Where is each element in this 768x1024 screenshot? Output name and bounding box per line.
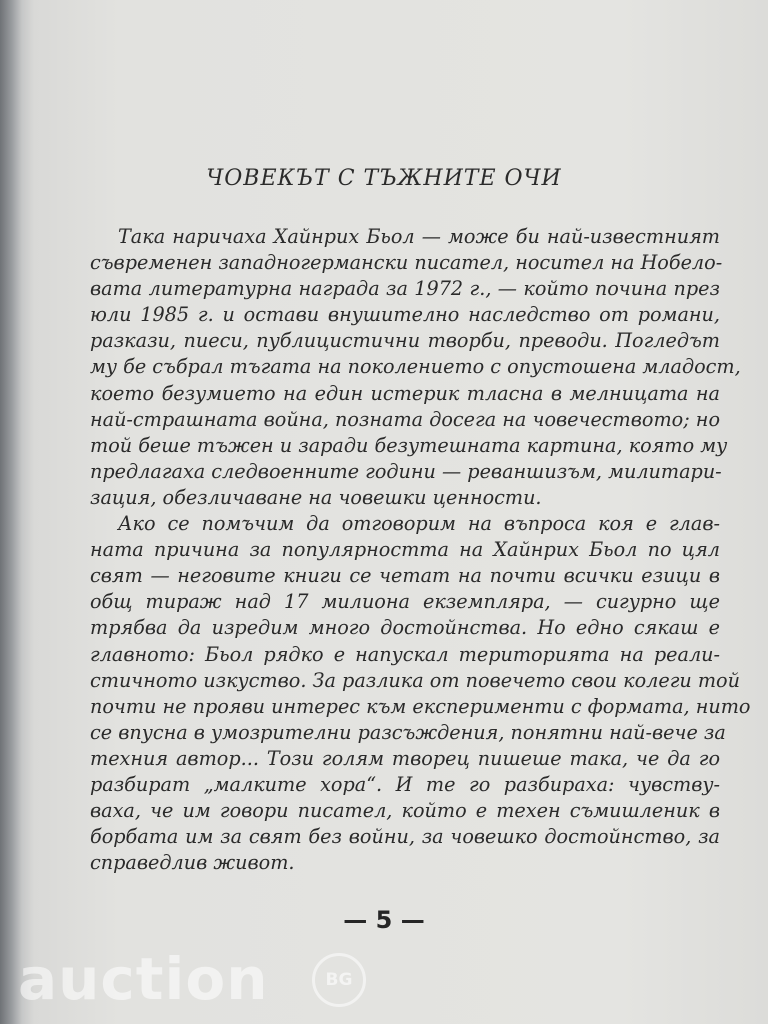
- text-line: борбата им за свят без войни, за човешко достойнство, за: [90, 825, 720, 849]
- page-number: — 5 —: [343, 906, 425, 934]
- text-line: предлагаха следвоенните години — реваншизъм, милитари-: [90, 459, 722, 483]
- text-line: той беше тъжен и заради безутешната картина, която му: [90, 433, 728, 457]
- text-line: разкази, пиеси, публицистични творби, преводи. Погледът: [90, 329, 720, 353]
- auction-watermark-logo: auction: [18, 945, 269, 1013]
- text-line: зация, обезличаване на човешки ценности.: [90, 485, 542, 509]
- text-line: стичното изкуство. За разлика от повечето свои колеги той: [90, 668, 740, 692]
- text-line: справедлив живот.: [90, 851, 295, 875]
- text-line: почти не прояви интерес към експерименти с формата, нито: [90, 694, 751, 718]
- text-line: техния автор... Този голям творец пишеше така, че да го: [90, 746, 720, 770]
- text-line: разбират „малките хора“. И те го разбираха: чувству-: [90, 772, 720, 796]
- text-line: главното: Бьол рядко е напускал територията на реали-: [90, 642, 720, 666]
- text-line: трябва да изредим много достойнства. Но едно сякаш е: [90, 616, 720, 640]
- text-line: съвременен западногермански писател, носител на Нобело-: [90, 251, 723, 275]
- text-line: общ тираж над 17 милиона екземпляра, — сигурно ще: [90, 590, 720, 614]
- text-line: Така наричаха Хайнрих Бьол — може би най-известният: [118, 225, 720, 248]
- text-line: му бе събрал тъгата на поколението с опустошена младост,: [90, 355, 741, 379]
- text-line: вата литературна награда за 1972 г., — който почина през: [90, 277, 720, 301]
- text-line: което безумието на един истерик тласна в мелницата на: [90, 381, 720, 405]
- text-line: ваха, че им говори писател, който е техен съмишленик в: [90, 799, 720, 823]
- text-line: ната причина за популярността на Хайнрих Бьол по цял: [90, 538, 720, 562]
- text-line: Ако се помъчим да отговорим на въпроса коя е глав-: [118, 512, 720, 536]
- body-text: [90, 224, 751, 876]
- text-line: най-страшната война, позната досега на човечеството; но: [90, 407, 720, 431]
- chapter-title: ЧОВЕКЪТ С ТЪЖНИТЕ ОЧИ: [206, 166, 562, 191]
- text-line: свят — неговите книги се четат на почти всички езици в: [90, 564, 720, 588]
- text-line: юли 1985 г. и остави внушително наследство от романи,: [90, 303, 720, 327]
- text-line: се впусна в умозрителни разсъждения, понятни най-вече за: [90, 720, 726, 744]
- watermark-badge: BG: [312, 953, 366, 1007]
- book-spine-shadow: [0, 0, 22, 1024]
